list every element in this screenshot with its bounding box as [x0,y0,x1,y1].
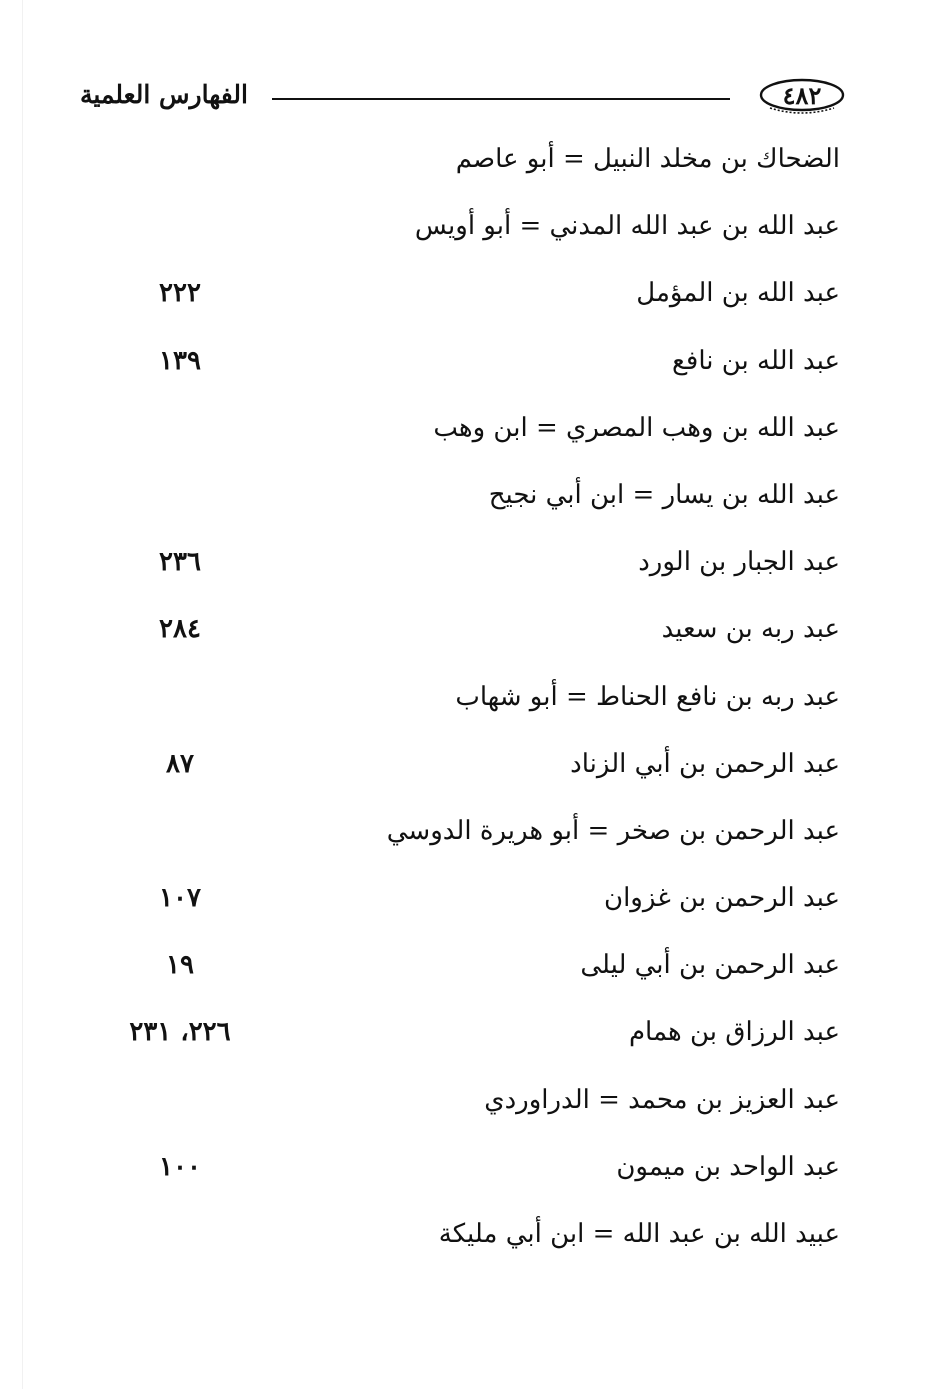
index-entry [100,676,840,743]
running-title: الفهارس العلمية [80,80,248,109]
entry-page-numbers: ١٩ [166,950,194,981]
index-entry [100,1079,840,1146]
index-entry [100,272,840,339]
entry-page-numbers: ٨٧ [166,748,194,779]
entry-name: الضحاك بن مخلد النبيل = أبو عاصم [455,144,840,174]
index-entries [100,138,840,1280]
page-edge-shadow [22,0,23,1389]
entry-name: عبيد الله بن عبد الله = ابن أبي مليكة [438,1219,840,1249]
index-entry [100,743,840,810]
header-rule [272,98,730,100]
index-entry [100,205,840,272]
entry-name: عبد الجبار بن الورد [638,547,840,578]
entry-page-numbers: ٢٢٢ [159,278,201,309]
entry-name: عبد الله بن وهب المصري = ابن وهب [433,412,840,443]
entry-name: عبد الرحمن بن أبي ليلى [580,950,840,981]
entry-page-numbers: ١٠٧ [159,883,201,914]
entry-page-numbers: ١٣٩ [159,345,201,376]
index-entry [100,608,840,675]
entry-page-numbers: ٢٣٦ [159,547,201,578]
index-entry [100,944,840,1011]
entry-name: عبد الرحمن بن صخر = أبو هريرة الدوسي [386,815,840,846]
index-entry [100,541,840,608]
index-entry [100,340,840,407]
entry-name: عبد الرحمن بن أبي الزناد [570,748,840,779]
entry-page-numbers: ٢٢٦، ٢٣١ [129,1017,231,1048]
entry-page-numbers: ٢٨٤ [159,614,201,645]
entry-page-numbers: ١٠٠ [159,1151,201,1182]
entry-name: عبد الله بن يسار = ابن أبي نجيح [488,479,840,510]
index-entry [100,138,840,205]
index-entry [100,810,840,877]
entry-name: عبد ربه بن سعيد [661,614,840,645]
entry-name: عبد الله بن عبد الله المدني = أبو أويس [414,211,840,242]
entry-name: عبد الواحد بن ميمون [616,1151,840,1182]
page-number-badge [756,76,848,116]
index-entry [100,474,840,541]
entry-name: عبد ربه بن نافع الحناط = أبو شهاب [455,681,840,712]
entry-name: عبد العزيز بن محمد = الدراوردي [484,1084,840,1115]
entry-name: عبد الرزاق بن همام [628,1017,840,1048]
index-entry [100,877,840,944]
page-number: ٤٨٢ [782,81,822,110]
index-entry [100,407,840,474]
entry-name: عبد الله بن نافع [672,345,840,376]
entry-name: عبد الله بن المؤمل [636,278,840,309]
index-entry [100,1011,840,1078]
entry-name: عبد الرحمن بن غزوان [603,883,840,914]
index-entry [100,1213,840,1280]
page-header [80,70,850,126]
index-entry [100,1146,840,1213]
